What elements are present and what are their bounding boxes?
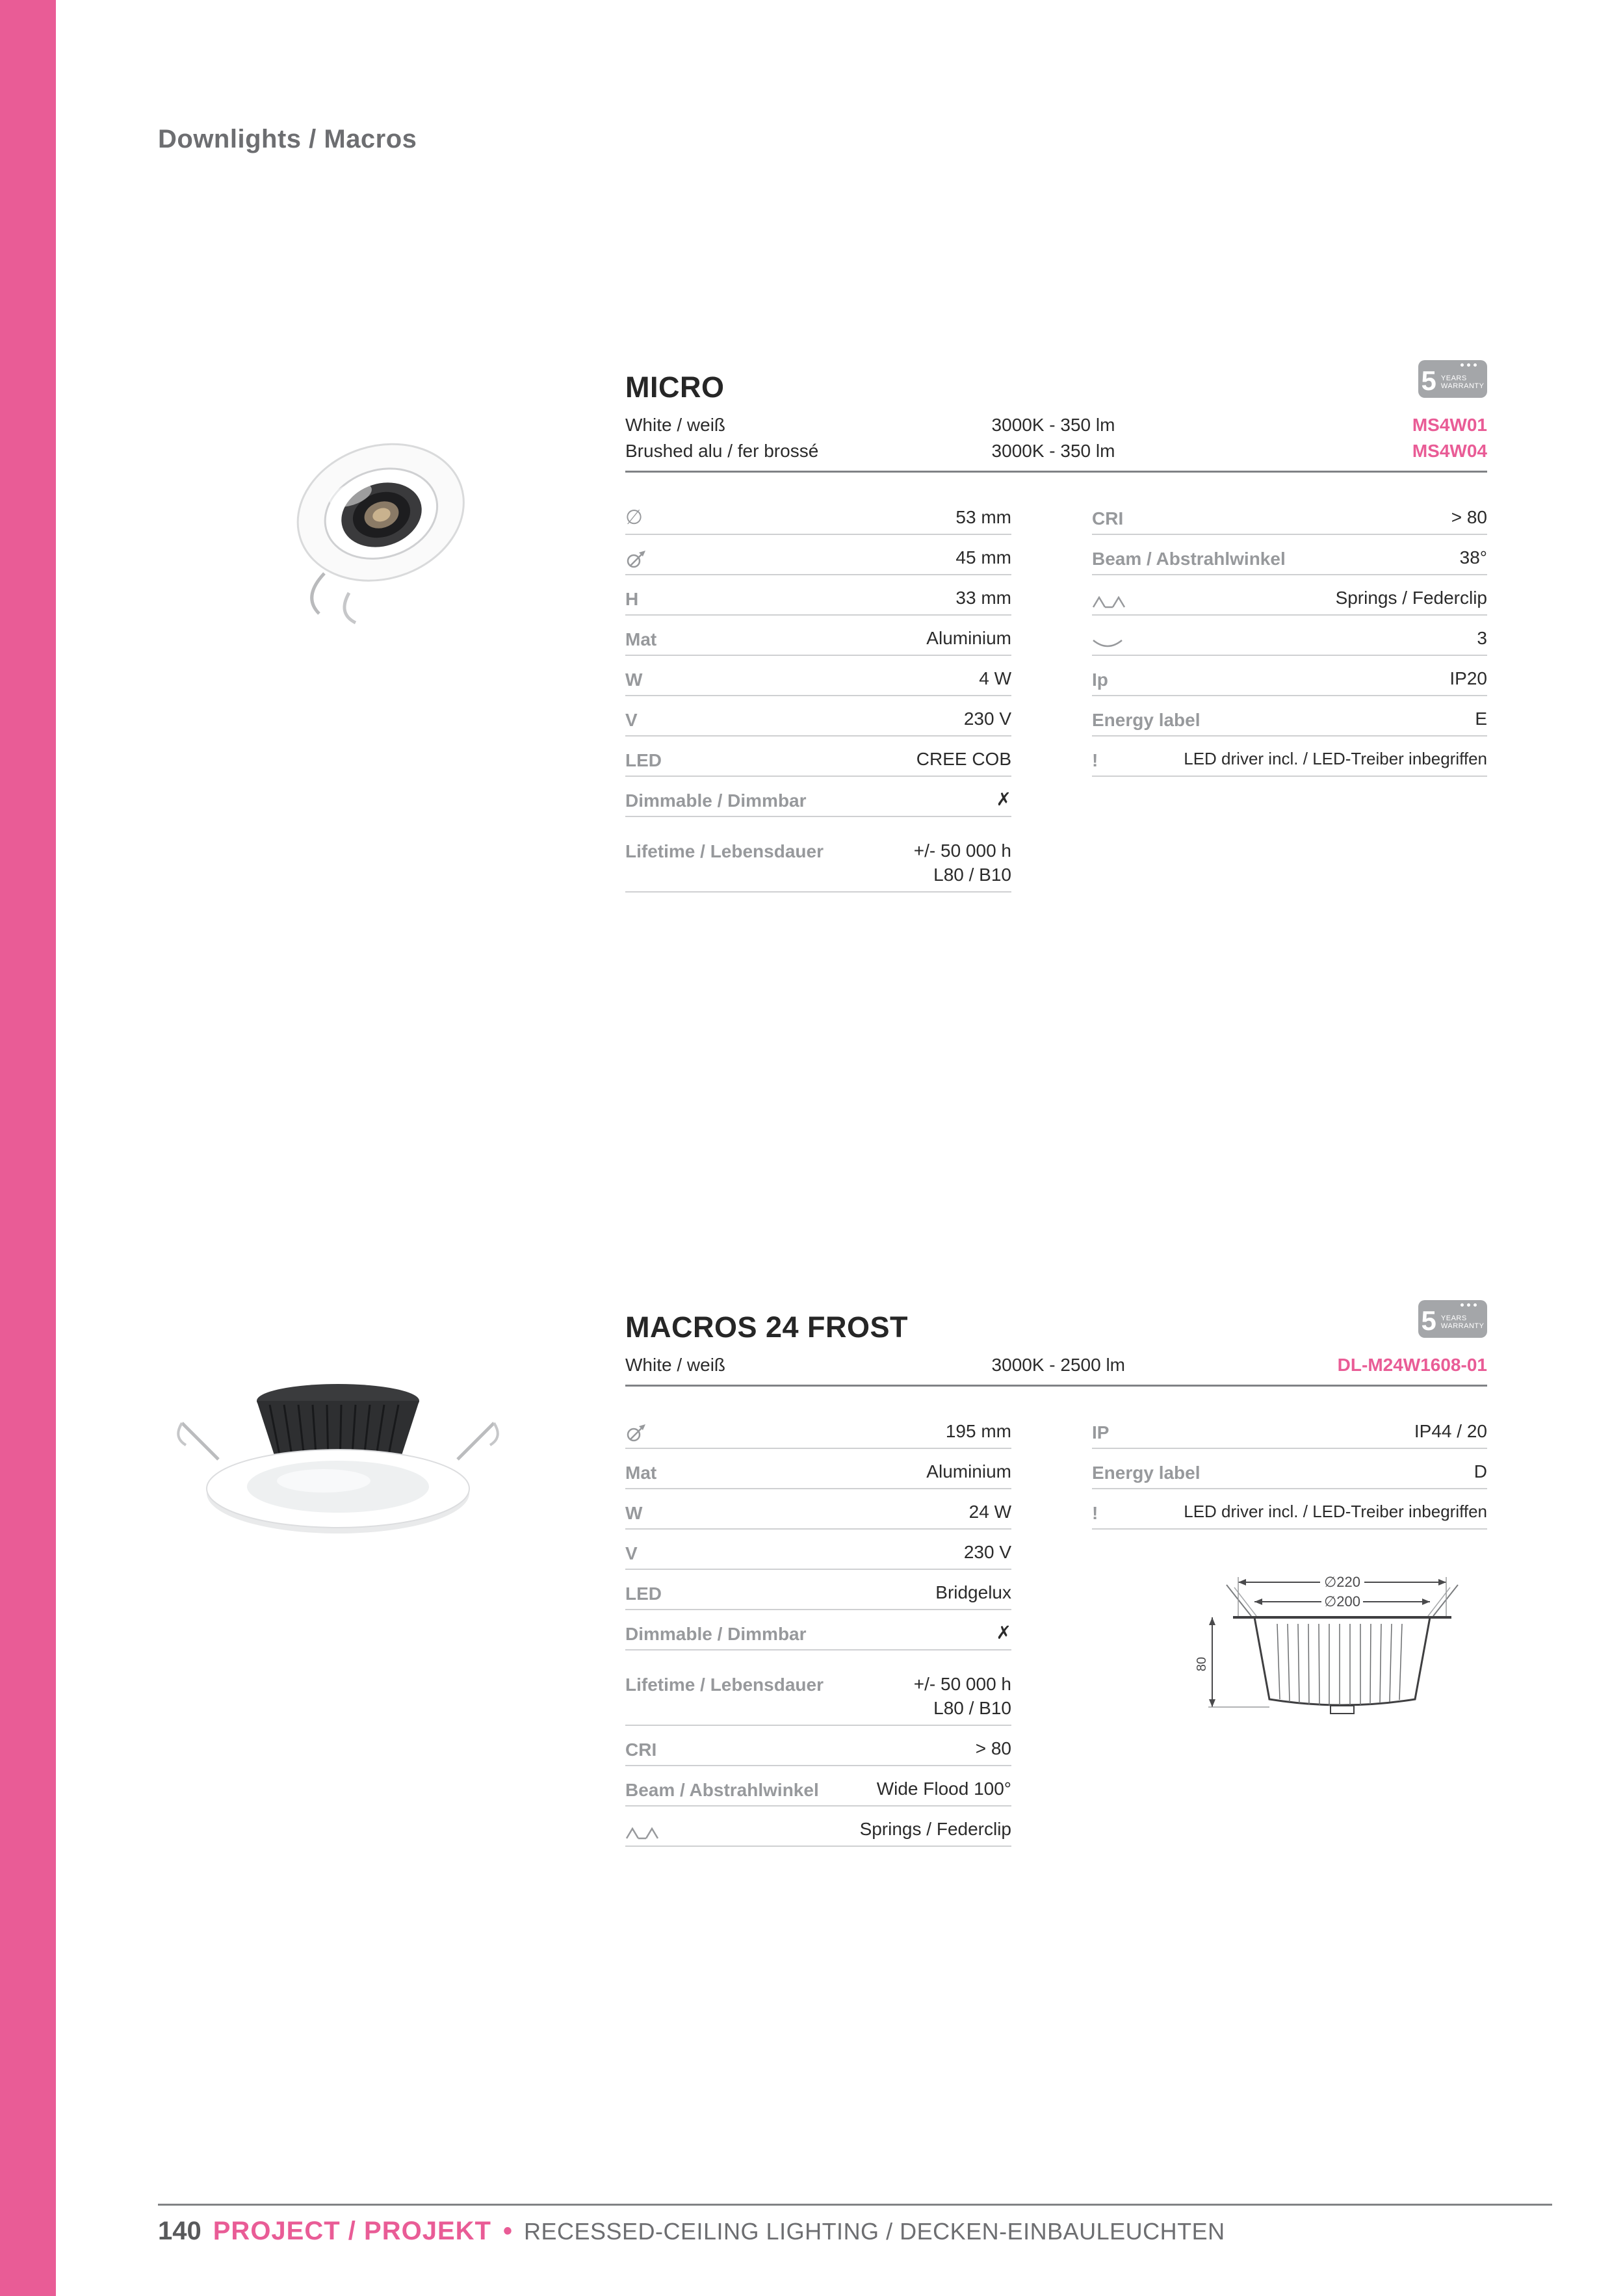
springs-icon: [1092, 594, 1126, 610]
spec-value: LED driver incl. / LED-Treiber inbegriffen: [1184, 749, 1487, 768]
spec-value: Aluminium: [926, 628, 1011, 648]
spec-label: LED: [625, 1584, 662, 1604]
page-number: 140: [158, 2217, 201, 2245]
warranty-badge: [1418, 1300, 1487, 1338]
micro-product-section: [625, 361, 1487, 893]
spec-label: Dimmable / Dimmbar: [625, 1624, 807, 1644]
spec-label: Ip: [1092, 670, 1108, 690]
spec-row: [1092, 737, 1487, 777]
variant-row: [625, 438, 1487, 464]
product-title: MICRO: [625, 371, 725, 404]
spec-row: [1092, 495, 1487, 535]
spec-label: Lifetime / Lebensdauer: [625, 841, 824, 861]
badge-label: YEARS WARRANTY: [1440, 374, 1485, 390]
cutout-diameter-icon: [625, 549, 649, 569]
note-exclamation-label: !: [1092, 1503, 1098, 1523]
spec-label: LED: [625, 750, 662, 770]
spec-value: 45 mm: [955, 547, 1011, 567]
dim-height-label: 80: [1195, 1656, 1209, 1672]
spec-row: [625, 1650, 1011, 1726]
spec-value: 24 W: [968, 1502, 1011, 1522]
spec-row: [625, 616, 1011, 656]
diameter-symbol: ∅: [625, 506, 643, 528]
variant-row: [625, 412, 1487, 438]
spec-row: [625, 575, 1011, 616]
spec-row: [625, 1409, 1011, 1449]
spec-row: [1092, 1449, 1487, 1489]
spec-value: > 80: [975, 1738, 1011, 1758]
spec-value: 33 mm: [955, 588, 1011, 608]
spec-value: IP44 / 20: [1414, 1421, 1487, 1441]
spec-value: 230 V: [963, 1542, 1011, 1562]
footer-section-title: PROJECT / PROJEKT: [213, 2217, 491, 2245]
spec-row: [625, 1570, 1011, 1610]
spec-row: [1092, 656, 1487, 696]
badge-years-number: 5: [1421, 365, 1436, 396]
spec-label: CRI: [625, 1740, 657, 1760]
variant-table: [625, 1352, 1487, 1387]
spec-table-right: [1092, 495, 1487, 893]
variant-output: 3000K - 350 lm: [991, 415, 1115, 435]
spec-value: 195 mm: [945, 1421, 1011, 1441]
spec-label: Beam / Abstrahlwinkel: [625, 1780, 819, 1800]
spec-label: W: [625, 1503, 643, 1523]
springs-icon: [625, 1825, 659, 1841]
spec-row: [1092, 575, 1487, 616]
variant-code: MS4W04: [1412, 441, 1487, 461]
column-gap: [1011, 1409, 1092, 1847]
spec-value: ✗: [996, 1623, 1011, 1643]
spec-label: Energy label: [1092, 710, 1201, 730]
spec-value: LED driver incl. / LED-Treiber inbegriffen: [1184, 1502, 1487, 1521]
spec-row: [625, 1807, 1011, 1847]
spec-row: [625, 777, 1011, 817]
spec-value: 53 mm: [955, 507, 1011, 527]
spec-columns: [625, 495, 1487, 893]
spring-clip-curve-icon: [1092, 638, 1123, 650]
footer-divider: [158, 2204, 1552, 2206]
macros-title-row: [625, 1301, 1487, 1344]
variant-output: 3000K - 350 lm: [991, 441, 1115, 461]
spec-row: [625, 1766, 1011, 1807]
spec-label: W: [625, 670, 643, 690]
note-exclamation-label: !: [1092, 750, 1098, 770]
micro-title-row: [625, 361, 1487, 404]
spec-value: +/- 50 000 h L80 / B10: [913, 1674, 1011, 1718]
spec-label: Lifetime / Lebensdauer: [625, 1675, 824, 1695]
spec-row: [625, 656, 1011, 696]
column-gap: [1011, 495, 1092, 893]
spec-value: ✗: [996, 789, 1011, 809]
spec-value: Springs / Federclip: [859, 1819, 1011, 1839]
dim-outer-label: ∅220: [1324, 1574, 1360, 1590]
spec-value: Aluminium: [926, 1461, 1011, 1481]
spec-value: > 80: [1451, 507, 1487, 527]
variant-finish: White / weiß: [625, 1355, 726, 1375]
spec-value: 38°: [1459, 547, 1487, 567]
spec-label: Mat: [625, 1463, 657, 1483]
spec-table-left: [625, 495, 1011, 893]
spec-row: [625, 1530, 1011, 1570]
spec-row: [625, 1726, 1011, 1766]
footer: [158, 2217, 1225, 2246]
variant-code: DL-M24W1608-01: [1337, 1355, 1487, 1375]
page-edge-accent-bar: [0, 0, 56, 2296]
spec-table-left: [625, 1409, 1011, 1847]
spec-label: V: [625, 1543, 638, 1563]
product-title: MACROS 24 FROST: [625, 1311, 909, 1344]
variant-row: [625, 1352, 1487, 1378]
macros-product-photo: [156, 1355, 520, 1576]
spec-row: [625, 696, 1011, 737]
spec-label: V: [625, 710, 638, 730]
spec-label: H: [625, 589, 639, 609]
spec-row: [625, 1489, 1011, 1530]
variant-output: 3000K - 2500 lm: [991, 1355, 1126, 1375]
variant-finish: White / weiß: [625, 415, 726, 435]
variant-finish: Brushed alu / fer brossé: [625, 441, 819, 461]
spec-label: Energy label: [1092, 1463, 1201, 1483]
spec-value: IP20: [1449, 668, 1487, 688]
spec-value: D: [1474, 1461, 1487, 1481]
spec-value: 3: [1477, 628, 1487, 648]
cutout-diameter-icon: [625, 1422, 649, 1443]
badge-dots-icon: [1461, 1303, 1477, 1307]
spec-value: E: [1475, 709, 1487, 729]
spec-row: [1092, 696, 1487, 737]
footer-bullet-icon: •: [502, 2217, 512, 2245]
footer-subsection-title: RECESSED-CEILING LIGHTING / DECKEN-EINBAULEUCHTEN: [523, 2218, 1225, 2245]
variant-table: [625, 412, 1487, 473]
spec-value: Bridgelux: [935, 1582, 1011, 1602]
spec-row: [1092, 535, 1487, 575]
badge-label: YEARS WARRANTY: [1440, 1314, 1485, 1330]
spec-row: [1092, 616, 1487, 656]
spec-row: [625, 817, 1011, 893]
spec-label: Beam / Abstrahlwinkel: [1092, 549, 1286, 569]
macros-dimension-drawing: [1193, 1572, 1492, 1754]
spec-value: CREE COB: [916, 749, 1011, 769]
page-header: Downlights / Macros: [158, 125, 417, 153]
spec-row: [625, 495, 1011, 535]
spec-row: [625, 737, 1011, 777]
spec-label: Dimmable / Dimmbar: [625, 790, 807, 811]
badge-years-number: 5: [1421, 1305, 1436, 1336]
warranty-badge: [1418, 360, 1487, 398]
spec-row: [1092, 1489, 1487, 1530]
spec-row: [625, 1449, 1011, 1489]
variant-code: MS4W01: [1412, 415, 1487, 435]
spec-row: [625, 535, 1011, 575]
spec-label: IP: [1092, 1422, 1110, 1442]
spec-value: +/- 50 000 h L80 / B10: [913, 841, 1011, 885]
micro-product-photo: [270, 403, 494, 640]
spec-label: CRI: [1092, 508, 1124, 528]
spec-value: Wide Flood 100°: [876, 1779, 1011, 1799]
spec-value: 230 V: [963, 709, 1011, 729]
dim-inner-label: ∅200: [1324, 1593, 1360, 1610]
spec-value: Springs / Federclip: [1335, 588, 1487, 608]
badge-dots-icon: [1461, 363, 1477, 367]
spec-value: 4 W: [979, 668, 1011, 688]
spec-row: [1092, 1409, 1487, 1449]
spec-label: Mat: [625, 629, 657, 649]
spec-row: [625, 1610, 1011, 1650]
